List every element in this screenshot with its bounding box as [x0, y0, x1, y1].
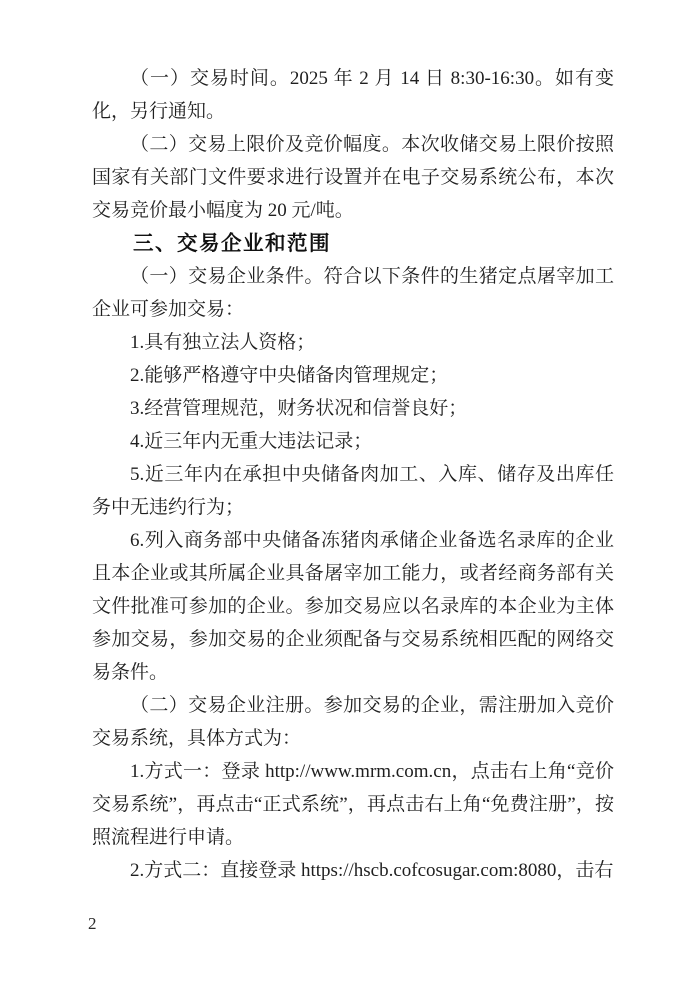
paragraph-trade-time: （一）交易时间。2025 年 2 月 14 日 8:30-16:30。如有变化，另行通知。: [92, 68, 614, 122]
list-item-1: 1.具有独立法人资格；: [130, 332, 316, 353]
list-item-5: 5.近三年内在承担中央储备肉加工、入库、储存及出库任务中无违约行为；: [92, 464, 614, 518]
paragraph-enterprise-registration: （二）交易企业注册。参加交易的企业，需注册加入竞价交易系统，具体方式为：: [92, 695, 614, 749]
document-body: [92, 62, 614, 887]
list-item-2: 2.能够严格遵守中央储备肉管理规定；: [130, 365, 449, 386]
page-number: 2: [88, 914, 97, 933]
list-item-6: 6.列入商务部中央储备冻猪肉承储企业备选名录库的企业且本企业或其所属企业具备屠宰加工能力，或者经商务部有关文件批准可参加的企业。参加交易应以名录库的本企业为主体参加交易，参加交易的企业须配备与交易系统相匹配的网络交易条件。: [92, 530, 614, 683]
list-item-4: 4.近三年内无重大违法记录；: [130, 431, 373, 452]
registration-method-2: 2.方式二：直接登录 https://hscb.cofcosugar.com:8080，击右: [130, 860, 614, 881]
paragraph-price-limit: （二）交易上限价及竞价幅度。本次收储交易上限价按照国家有关部门文件要求进行设置并在电子交易系统公布，本次交易竞价最小幅度为 20 元/吨。: [92, 134, 614, 221]
list-item-3: 3.经营管理规范，财务状况和信誉良好；: [130, 398, 468, 419]
section-heading: 三、交易企业和范围: [133, 231, 331, 255]
paragraph-enterprise-conditions: （一）交易企业条件。符合以下条件的生猪定点屠宰加工企业可参加交易：: [92, 266, 614, 320]
registration-method-1: 1.方式一：登录 http://www.mrm.com.cn，点击右上角“竞价交易系统”，再点击“正式系统”，再点击右上角“免费注册”，按照流程进行申请。: [92, 761, 614, 848]
